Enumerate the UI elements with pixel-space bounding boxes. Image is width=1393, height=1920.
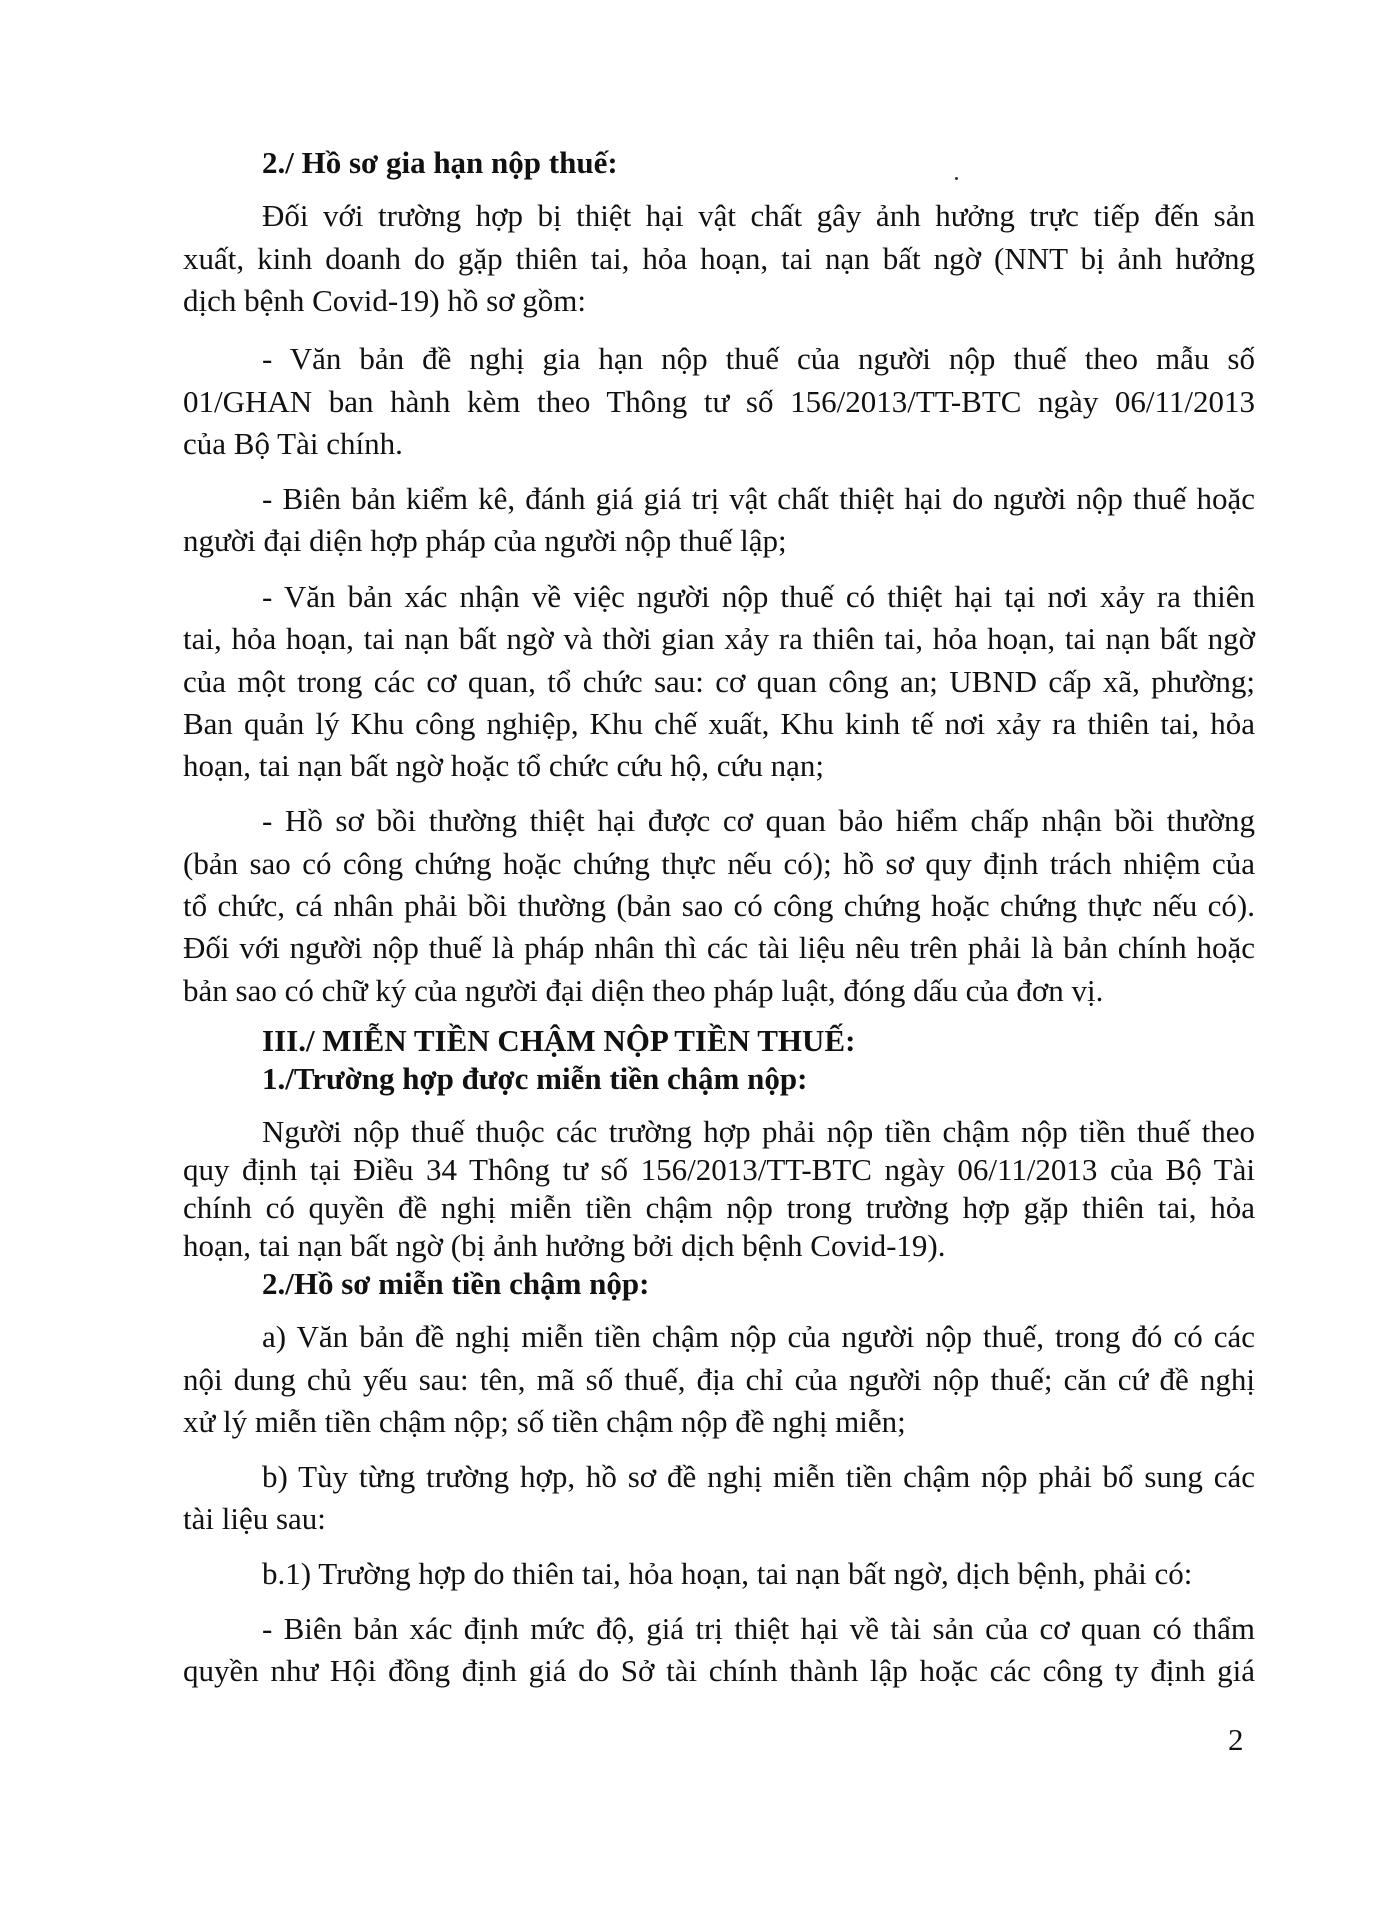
subsection-heading: 2./Hồ sơ miễn tiền chậm nộp: (262, 1266, 650, 1301)
section-heading: III./ MIỄN TIỀN CHẬM NỘP TIỀN THUẾ: (262, 1023, 856, 1058)
list-item-line: - Văn bản đề nghị gia hạn nộp thuế của người nộp thuế theo mẫu số (262, 341, 1255, 376)
list-item-line: quyền như Hội đồng định giá do Sở tài chính thành lập hoặc các công ty định giá (183, 1653, 1255, 1688)
list-item-line: Đối với người nộp thuế là pháp nhân thì các tài liệu nêu trên phải là bản chính hoặc (183, 930, 1255, 965)
list-item-line: a) Văn bản đề nghị miễn tiền chậm nộp của người nộp thuế, trong đó có các (262, 1319, 1255, 1354)
page-number: 2 (1228, 1722, 1244, 1757)
paragraph-line: dịch bệnh Covid-19) hồ sơ gồm: (183, 283, 586, 318)
list-item-line: b.1) Trường hợp do thiên tai, hỏa hoạn, tai nạn bất ngờ, dịch bệnh, phải có: (262, 1556, 1193, 1591)
list-item-line: xử lý miễn tiền chậm nộp; số tiền chậm nộp đề nghị miễn; (183, 1404, 906, 1439)
paragraph-line: hoạn, tai nạn bất ngờ (bị ảnh hưởng bởi dịch bệnh Covid-19). (183, 1228, 946, 1263)
paragraph-line: xuất, kinh doanh do gặp thiên tai, hỏa hoạn, tai nạn bất ngờ (NNT bị ảnh hưởng (183, 241, 1255, 276)
list-item-line: của một trong các cơ quan, tổ chức sau: cơ quan công an; UBND cấp xã, phường; (183, 664, 1255, 699)
list-item-line: - Biên bản kiểm kê, đánh giá giá trị vật chất thiệt hại do người nộp thuế hoặc (262, 481, 1255, 516)
list-item-line: (bản sao có công chứng hoặc chứng thực nếu có); hồ sơ quy định trách nhiệm của (183, 846, 1255, 881)
list-item-line: - Biên bản xác định mức độ, giá trị thiệt hại về tài sản của cơ quan có thẩm (262, 1611, 1255, 1646)
list-item-line: - Hồ sơ bồi thường thiệt hại được cơ quan bảo hiểm chấp nhận bồi thường (262, 803, 1255, 838)
paragraph-line: Người nộp thuế thuộc các trường hợp phải nộp tiền chậm nộp tiền thuế theo (262, 1114, 1255, 1149)
list-item-line: - Văn bản xác nhận về việc người nộp thuế có thiệt hại tại nơi xảy ra thiên (262, 579, 1255, 614)
section-heading: 2./ Hồ sơ gia hạn nộp thuế: (262, 145, 618, 180)
paragraph-line: Đối với trường hợp bị thiệt hại vật chất gây ảnh hưởng trực tiếp đến sản (262, 198, 1255, 233)
list-item-line: của Bộ Tài chính. (183, 426, 403, 461)
list-item-line: b) Tùy từng trường hợp, hồ sơ đề nghị miễn tiền chậm nộp phải bổ sung các (262, 1459, 1255, 1494)
paragraph-line: chính có quyền đề nghị miễn tiền chậm nộp trong trường hợp gặp thiên tai, hỏa (183, 1190, 1255, 1225)
list-item-line: 01/GHAN ban hành kèm theo Thông tư số 156/2013/TT-BTC ngày 06/11/2013 (183, 384, 1255, 419)
list-item-line: tổ chức, cá nhân phải bồi thường (bản sao có công chứng hoặc chứng thực nếu có). (183, 888, 1255, 923)
list-item-line: hoạn, tai nạn bất ngờ hoặc tổ chức cứu hộ, cứu nạn; (183, 748, 824, 783)
list-item-line: Ban quản lý Khu công nghiệp, Khu chế xuất, Khu kinh tế nơi xảy ra thiên tai, hỏa (183, 706, 1255, 741)
list-item-line: bản sao có chữ ký của người đại diện theo pháp luật, đóng dấu của đơn vị. (183, 973, 1104, 1008)
list-item-line: tài liệu sau: (183, 1501, 326, 1536)
list-item-line: tai, hỏa hoạn, tai nạn bất ngờ và thời gian xảy ra thiên tai, hỏa hoạn, tai nạn bất ngờ (183, 621, 1255, 656)
paragraph-line: quy định tại Điều 34 Thông tư số 156/2013/TT-BTC ngày 06/11/2013 của Bộ Tài (183, 1152, 1255, 1187)
subsection-heading: 1./Trường hợp được miễn tiền chậm nộp: (262, 1061, 808, 1096)
list-item-line: người đại diện hợp pháp của người nộp thuế lập; (183, 523, 787, 558)
list-item-line: nội dung chủ yếu sau: tên, mã số thuế, địa chỉ của người nộp thuế; căn cứ đề nghị (183, 1362, 1255, 1397)
